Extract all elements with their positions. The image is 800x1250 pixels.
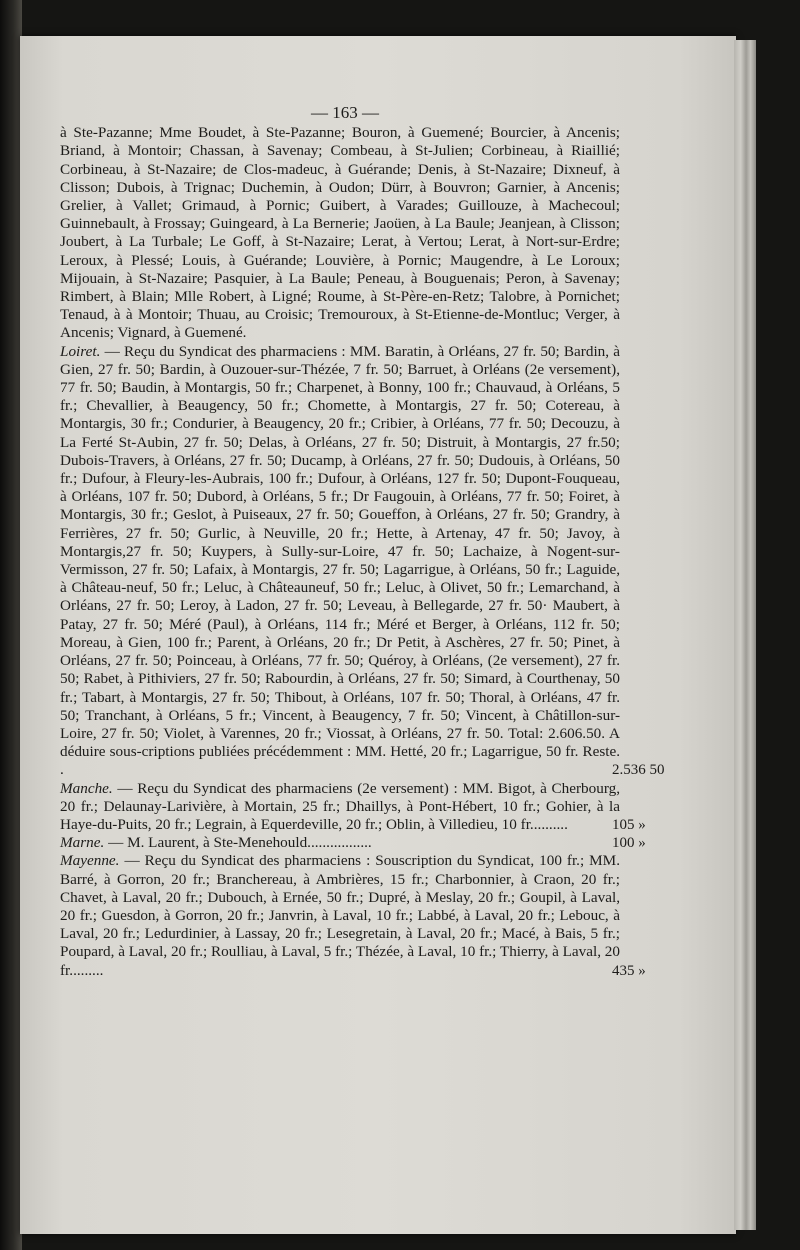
entry-marne <box>60 834 646 852</box>
entry-mayenne <box>60 852 646 979</box>
entry-heading: Loiret. <box>60 342 101 360</box>
entry-amount: 435 » <box>612 962 646 979</box>
entry-heading: Marne. <box>60 834 105 852</box>
entry-text: — Reçu du Syndicat des pharmaciens (2e versement) : MM. Bigot, à Cherbourg, 20 fr.; Delaunay-Larivière, à Mortain, 25 fr.; Dhaillys, à Pont-Hébert, 10 fr.; Gohier, à la Haye-du-Puits, 20 fr.; Legrain, à Equerdeville, 20 fr.; Oblin, à Villedieu, 10 fr.......... <box>60 779 620 833</box>
entry-text: — Reçu du Syndicat des pharmaciens : Souscription du Syndicat, 100 fr.; MM. Barré, à Gorron, 20 fr.; Branchereau, à Ambrières, 15 fr.; Charbonnier, à Craon, 20 fr.; Chavet, à Laval, 20 fr.; Dubouch, à Ernée, 50 fr.; Dupré, à Meslay, 20 fr.; Goupil, à Laval, 20 fr.; Guesdon, à Gorron, 20 fr.; Janvrin, à Laval, 10 fr.; Labbé, à Laval, 20 fr.; Lebouc, à Laval, 20 fr.; Ledurdinier, à Lassay, 20 fr.; Lesegretain, à Laval, 20 fr.; Macé, à Bais, 5 fr.; Poupard, à Laval, 20 fr.; Roulliau, à Laval, 5 fr.; Thézée, à Laval, 10 fr.; Thierry, à Laval, 20 fr......... <box>60 852 620 979</box>
page-body <box>60 103 665 980</box>
continuation-paragraph: à Ste-Pazanne; Mme Boudet, à Ste-Pazanne; Bouron, à Guemené; Bourcier, à Ancenis; Briand, à Montoir; Chassan, à Savenay; Combeau, à St-Julien; Corbineau, à Riaillié; Corbineau, à St-Nazaire; de Clos-madeuc, à Guérande; Denis, à St-Nazaire; Dixneuf, à Clisson; Dubois, à Trignac; Duchemin, à Oudon; Dürr, à Bouvron; Garnier, à Ancenis; Grelier, à Vallet; Grimaud, à Pornic; Guibert, à Varades; Guillouze, à Machecoul; Guinnebault, à Frossay; Guingeard, à La Bernerie; Jaoüen, à La Baule; Jeanjean, à Clisson; Joubert, à La Turbale; Le Goff, à St-Nazaire; Lerat, à Vertou; Lerat, à Nort-sur-Erdre; Leroux, à Plessé; Louis, à Guérande; Louvière, à Pornic; Maugendre, à Le Loroux; Mijouain, à St-Nazaire; Pasquier, à La Baule; Peneau, à Bouguenais; Peron, à Savenay; Rimbert, à Blain; Mlle Robert, à Ligné; Roume, à St-Père-en-Retz; Talobre, à Pornichet; Tenaud, à à Montoir; Thuau, au Croisic; Tremouroux, à St-Etienne-de-Montluc; Verger, à Ancenis; Vignard, à Guemené. <box>60 124 620 342</box>
entry-amount: 100 » <box>612 835 646 852</box>
page-number: — 163 — <box>311 103 379 122</box>
entry-loiret <box>60 342 665 780</box>
entry-heading: Mayenne. <box>60 852 120 870</box>
entry-heading: Manche. <box>60 779 113 797</box>
entry-amount: 105 » <box>612 816 646 833</box>
entry-manche <box>60 779 646 835</box>
entry-amount: 2.536 50 <box>612 762 665 779</box>
page-stack-edge <box>734 40 756 1230</box>
entry-text: — M. Laurent, à Ste-Menehould................. <box>104 834 372 852</box>
entry-text: — Reçu du Syndicat des pharmaciens : MM. Baratin, à Orléans, 27 fr. 50; Bardin, à Gien, 27 fr. 50; Bardin, à Ouzouer-sur-Thézée, 7 fr. 50; Barruet, à Orléans (2e versement), 77 fr. 50; Baudin, à Montargis, 50 fr.; Charpenet, à Bonny, 100 fr.; Chauvaud, à Orléans, 5 fr.; Chevallier, à Beaugency, 50 fr.; Chomette, à Montargis, 27 fr. 50; Cotereau, à Montargis, 30 fr.; Condurier, à Beaugency, 20 fr.; Cribier, à Orléans, 77 fr. 50; Decouzu, à La Ferté St-Aubin, 27 fr. 50; Delas, à Orléans, 27 fr. 50; Distruit, à Montargis, 27 fr.50; Dubois-Travers, à Orléans, 27 fr. 50; Ducamp, à Orléans, 27 fr. 50; Dudouis, à Orléans, 50 fr.; Dufour, à Fleury-les-Aubrais, 100 fr.; Dufour, à Orléans, 127 fr. 50; Dupont-Fouqueau, à Orléans, 107 fr. 50; Dubord, à Orléans, 5 fr.; Dr Faugouin, à Orléans, 77 fr. 50; Foiret, à Montargis, 30 fr.; Geslot, à Puiseaux, 27 fr. 50; Goueffon, à Orléans, 27 fr. 50; Grandry, à Ferrières, 27 fr. 50; Gurlic, à Neuville, 20 fr.; Hette, à Artenay, 47 fr. 50; Javoy, à Montargis,27 fr. 50; Kuypers, à Sully-sur-Loire, 47 fr. 50; Lachaize, à Nogent-sur-Vermisson, 27 fr. 50; Lafaix, à Montargis, 27 fr. 50; Lagarrigue, à Orléans, 50 fr.; Laguide, à Château-neuf, 50 fr.; Leluc, à Châteauneuf, 50 fr.; Leluc, à Olivet, 50 fr.; Lemarchand, à Orléans, 27 fr. 50; Leroy, à Ladon, 27 fr. 50; Leveau, à Bellegarde, 27 fr. 50· Maubert, à Patay, 27 fr. 50; Méré (Paul), à Orléans, 114 fr.; Méré et Berger, à Orléans, 112 fr. 50; Moreau, à Gien, 100 fr.; Parent, à Orléans, 20 fr.; Dr Petit, à Aschères, 27 fr. 50; Pinet, à Orléans, 27 fr. 50; Poinceau, à Orléans, 77 fr. 50; Quéroy, à Orléans, (2e versement), 27 fr. 50; Rabet, à Pithiviers, 27 fr. 50; Rabourdin, à Orléans, 27 fr. 50; Simard, à Courthenay, 50 fr.; Tabart, à Montargis, 27 fr. 50; Thibout, à Orléans, 107 fr. 50; Thoral, à Orléans, 47 fr. 50; Tranchant, à Orléans, 5 fr.; Vincent, à Beaugency, 7 fr. 50; Vincent, à Châtillon-sur-Loire, 27 fr. 50; Violet, à Varennes, 20 fr.; Viossat, à Orléans, 27 fr. 50. Total: 2.606.50. A déduire sous-criptions publiées précédemment : MM. Hetté, 20 fr.; Lagarrigue, 50 fr. Reste. . <box>60 342 620 779</box>
scan-binding-shadow <box>0 0 22 1250</box>
